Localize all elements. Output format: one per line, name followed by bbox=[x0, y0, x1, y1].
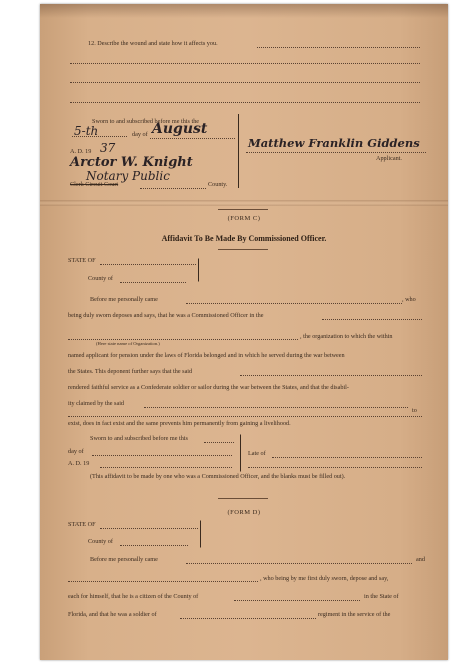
blank-line bbox=[70, 63, 420, 64]
blank-line bbox=[257, 47, 420, 48]
before-me-text: Before me personally came bbox=[90, 556, 158, 563]
form-c-line: being duly sworn deposes and says, that he was a Commissioned Officer in the bbox=[68, 312, 264, 319]
blank-line bbox=[68, 339, 298, 340]
applicant-label: Applicant. bbox=[376, 155, 402, 162]
in-state-text: in the State of bbox=[364, 593, 399, 600]
hw-month: August bbox=[152, 121, 208, 137]
blank-line bbox=[68, 416, 422, 417]
form-d-line: Florida, and that he was a soldier of bbox=[68, 611, 157, 618]
day-of-label: day of bbox=[132, 131, 148, 138]
form-c-line: named applicant for pension under the laws of Florida belonged and in which he served during the war between bbox=[68, 352, 345, 359]
blank-line bbox=[100, 528, 198, 529]
hw-year: 37 bbox=[100, 141, 116, 155]
document-page bbox=[40, 4, 448, 660]
hw-applicant-signature: Matthew Franklin Giddens bbox=[248, 136, 420, 150]
ad-label: A. D. 19 bbox=[70, 148, 92, 155]
brace bbox=[194, 520, 201, 548]
blank-line bbox=[120, 282, 186, 283]
county-of-label: County of bbox=[88, 538, 113, 545]
sworn-text: Sworn to and subscribed before me this the bbox=[92, 118, 200, 125]
form-d-line: each for himself, that he is a citizen of the County of bbox=[68, 593, 199, 600]
form-c-label: (FORM C) bbox=[227, 215, 261, 222]
form-c-line: , the organization to which the within bbox=[300, 333, 393, 340]
to-text: to bbox=[412, 407, 417, 414]
blank-line bbox=[234, 600, 360, 601]
brace bbox=[234, 434, 241, 472]
blank-line bbox=[140, 188, 206, 189]
ad-label: A. D. 19 bbox=[68, 460, 90, 467]
late-of-label: Late of bbox=[248, 450, 266, 457]
blank-line bbox=[120, 545, 188, 546]
form-c-line: the States. This deponent further says that the said bbox=[68, 368, 193, 375]
form-c-line: rendered faithful service as a Confederate soldier or sailor during the war between the States, and that the disabil- bbox=[68, 384, 349, 391]
blank-line bbox=[100, 264, 196, 265]
county-of-label: County of bbox=[88, 275, 113, 282]
blank-line bbox=[72, 136, 127, 137]
blank-line bbox=[68, 581, 258, 582]
blank-line bbox=[240, 375, 422, 376]
divider bbox=[218, 209, 268, 210]
brace bbox=[192, 258, 199, 282]
form-c-note: (This affidavit to be made by one who was a Commissioned Officer, and the blanks must be filled out). bbox=[90, 473, 346, 480]
clerk-label: Clerk Circuit Court bbox=[70, 181, 119, 188]
form-c-line: exist, does in fact exist and the same prevents him permanently from gaining a livelihood. bbox=[68, 420, 291, 427]
state-of-label: STATE OF bbox=[68, 257, 96, 264]
regiment-text: regiment in the service of the bbox=[318, 611, 391, 618]
blank-line bbox=[186, 303, 402, 304]
form-d-line: , who being by me first duly sworn, depose and say, bbox=[260, 575, 389, 582]
blank-line bbox=[272, 457, 422, 458]
hw-notary-title: Notary Public bbox=[86, 169, 170, 183]
form-c-line: ity claimed by the said bbox=[68, 400, 125, 407]
form-c-title: Affidavit To Be Made By Commissioned Officer. bbox=[161, 234, 327, 243]
blank-line bbox=[248, 467, 422, 468]
paper-fold bbox=[40, 200, 448, 206]
blank-line bbox=[144, 407, 408, 408]
blank-line bbox=[322, 319, 422, 320]
sworn-text: Sworn to and subscribed before me this bbox=[90, 435, 188, 442]
signature-line bbox=[246, 152, 426, 153]
form-d-label: (FORM D) bbox=[227, 509, 261, 516]
day-of-label: day of bbox=[68, 448, 84, 455]
blank-line bbox=[186, 563, 412, 564]
county-label: County. bbox=[208, 181, 228, 188]
blank-line bbox=[150, 138, 235, 139]
divider bbox=[218, 498, 268, 499]
and-text: and bbox=[416, 556, 425, 563]
blank-line bbox=[204, 442, 234, 443]
who-text: , who bbox=[402, 296, 416, 303]
hw-official-signature: Arctor W. Knight bbox=[70, 155, 193, 170]
item-12-text: 12. Describe the wound and state how it affects you. bbox=[88, 40, 218, 47]
before-me-text: Before me personally came bbox=[90, 296, 158, 303]
blank-line bbox=[92, 455, 232, 456]
blank-line bbox=[100, 467, 232, 468]
blank-line bbox=[180, 618, 316, 619]
org-note: (Here state name of Organization.) bbox=[96, 341, 160, 346]
blank-line bbox=[70, 82, 420, 83]
state-of-label: STATE OF bbox=[68, 521, 96, 528]
hw-day: 5-th bbox=[74, 124, 99, 138]
divider bbox=[218, 249, 268, 250]
blank-line bbox=[70, 102, 420, 103]
